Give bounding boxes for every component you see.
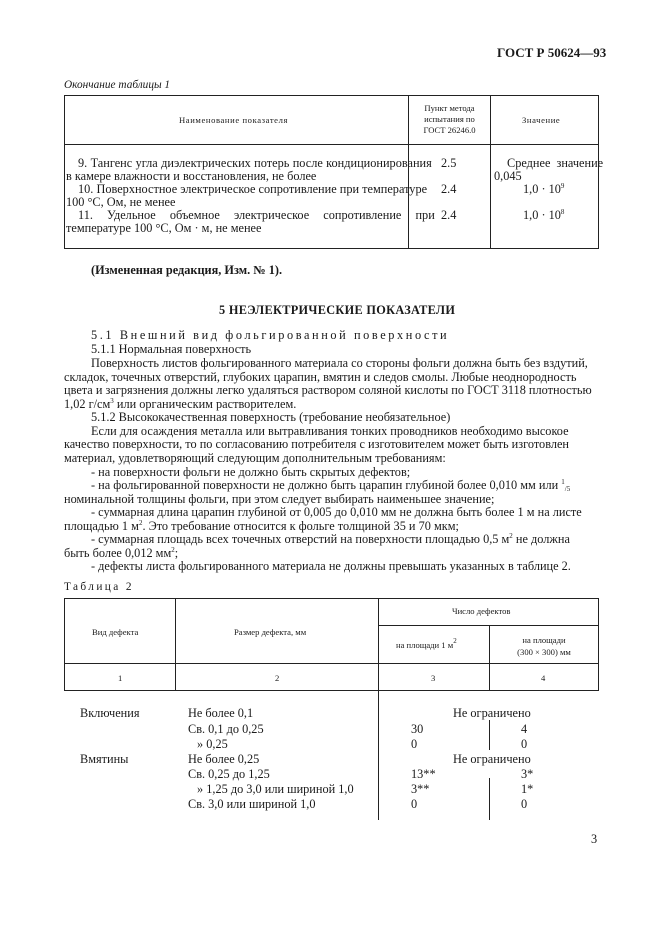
table1-row11-name-line1: 11. Удельное объемное электрическое сопротивление при — [78, 208, 435, 222]
requirement-3-b: площадью 1 м — [64, 519, 139, 533]
table1-row11-value-base: 1,0 · 10 — [523, 208, 561, 222]
hq-line-2: качество поверхности, то по согласованию потребителя с изготовителем может быть изготовлен — [64, 437, 570, 451]
table2-row — [0, 737, 661, 751]
text-line-4-b: или органическим растворителем. — [113, 397, 297, 411]
table2-cell-size: Св. 0,1 до 0,25 — [188, 722, 264, 736]
table2-header-area1 — [396, 637, 457, 650]
requirement-4-a: - суммарная площадь всех точечных отверстий на поверхности площадью 0,5 м — [91, 532, 510, 546]
table2-cell-size: Не более 0,1 — [188, 706, 254, 720]
table2-row — [0, 767, 661, 781]
clause-5-1: 5.1 Внешний вид фольгированной поверхности — [91, 328, 450, 342]
table1-row9-value-line2: 0,045 — [494, 169, 522, 183]
table1-row11-method: 2.4 — [441, 208, 457, 222]
table2-cell-area1: 0 — [411, 797, 418, 811]
table1-row11-value — [523, 208, 564, 223]
table2-row — [0, 782, 661, 796]
table2-cell-size: » 1,25 до 3,0 или шириной 1,0 — [197, 782, 354, 796]
requirement-2-sub: /5 — [564, 485, 571, 493]
table2-cell-defect: Вмятины — [80, 752, 129, 766]
hq-line-3: материал, удовлетворяющий следующим дополнительным требованиям: — [64, 451, 446, 465]
table2-cell-area2: 3* — [521, 767, 534, 781]
table2-cell-size: » 0,25 — [197, 737, 228, 751]
table2-header-area2-line1: на площади — [522, 635, 566, 645]
table1-row9-name-line2: в камере влажности и восстановления, не более — [66, 169, 317, 183]
table2-cell-area1: 3** — [411, 782, 430, 796]
table1-row10-name-line2: 100 °С, Ом, не менее — [66, 195, 176, 209]
table1-row9-value-line1: Среднее значение — [507, 156, 604, 170]
requirement-3-c: . Это требование относится к фольге толщиной 35 и 70 мкм; — [142, 519, 459, 533]
table2-header-area2 — [490, 634, 598, 658]
table2-cell-area2: 0 — [521, 737, 528, 751]
table2-colnum-3: 3 — [431, 673, 436, 683]
table2-cell-size: Не более 0,25 — [188, 752, 260, 766]
table1-row9-name-line1: 9. Тангенс угла диэлектрических потерь после кондиционирования — [78, 156, 432, 170]
table1-row10-value-exp: 9 — [560, 182, 565, 190]
table2-header-area1-sup: 2 — [453, 637, 457, 645]
requirement-1: - на поверхности фольги не должно быть скрытых дефектов; — [91, 465, 411, 479]
table2-row — [0, 706, 661, 720]
table1-row11-value-exp: 8 — [560, 208, 565, 216]
table1-header-method-line1: Пункт метода — [424, 103, 475, 113]
table1-header-method-line3: ГОСТ 26246.0 — [423, 125, 476, 135]
requirement-4-b: не должна — [512, 532, 570, 546]
table2-header-area1-text: на площади 1 м — [396, 640, 454, 650]
table2-cell-area1: 30 — [411, 722, 424, 736]
table2-cell-area1: 0 — [411, 737, 418, 751]
table2-caption: Таблица 2 — [64, 581, 134, 593]
amendment-note: (Измененная редакция, Изм. № 1). — [91, 263, 283, 277]
table2-header-size: Размер дефекта, мм — [234, 627, 307, 637]
text-line-4-a: 1,02 г/см — [64, 397, 111, 411]
text-line-4-sup: 3 — [110, 397, 114, 405]
text-line-2: складок, точечных отверстий, глубоких царапин, вмятин и следов смолы. Любые неоднородность — [64, 370, 577, 384]
requirement-4-c: быть более 0,012 мм — [64, 546, 172, 560]
table1-header-value: Значение — [522, 115, 561, 125]
table2-cell-size: Св. 3,0 или шириной 1,0 — [188, 797, 316, 811]
requirement-4-csup: 2 — [171, 546, 175, 554]
table1-header-method-line2: испытания по — [424, 114, 475, 124]
requirement-4-d: ; — [174, 546, 179, 560]
table2-header-count: Число дефектов — [452, 606, 511, 616]
table2-cell-area2: 1* — [521, 782, 534, 796]
table1-row9-method: 2.5 — [441, 156, 457, 170]
requirement-2-sup: 1 — [561, 478, 565, 486]
table2-cell-area1: 13** — [411, 767, 436, 781]
table1-row11-name-line2: температуре 100 °С, Ом · м, не менее — [66, 221, 262, 235]
table1-caption: Окончание таблицы 1 — [64, 79, 171, 91]
requirement-2-cont: номинальной толщины фольги, при этом следует выбирать наименьшее значение; — [64, 492, 495, 506]
hq-line-1: Если для осаждения металла или вытравливания тонких проводников необходимо высокое — [91, 424, 569, 438]
table2-colnum-4: 4 — [541, 673, 546, 683]
table2-colnum-2: 2 — [275, 673, 280, 683]
requirement-4 — [91, 532, 570, 547]
clause-5-1-1: 5.1.1 Нормальная поверхность — [91, 342, 252, 356]
page-number: 3 — [591, 832, 598, 846]
requirement-3-sup: 2 — [138, 519, 143, 527]
table1-row10-value-base: 1,0 · 10 — [523, 182, 561, 196]
requirement-2-text: - на фольгированной поверхности не должно быть царапин глубиной более 0,010 мм или — [91, 478, 562, 492]
table2-header-area2-line2: (300 × 300) мм — [517, 647, 571, 657]
requirement-3: - суммарная длина царапин глубиной от 0,005 до 0,010 мм не должна быть более 1 м на листе — [91, 505, 582, 519]
document-header: ГОСТ Р 50624—93 — [497, 45, 607, 60]
table2-cell-merged: Не ограничено — [453, 752, 531, 766]
requirement-2 — [91, 478, 570, 493]
table2-cell-area2: 4 — [521, 722, 528, 736]
table1-row10-name-line1: 10. Поверхностное электрическое сопротивление при температуре — [78, 182, 428, 196]
table2-cell-area2: 0 — [521, 797, 528, 811]
table2-header-defect: Вид дефекта — [92, 627, 139, 637]
table1-row10-value — [523, 182, 564, 197]
table2-cell-size: Св. 0,25 до 1,25 — [188, 767, 270, 781]
table1-row10-method: 2.4 — [441, 182, 457, 196]
table1-header-name: Наименование показателя — [179, 115, 289, 125]
section-title: 5 НЕЭЛЕКТРИЧЕСКИЕ ПОКАЗАТЕЛИ — [219, 303, 456, 317]
table2-row — [0, 797, 661, 811]
table2-row — [0, 752, 661, 766]
table2-cell-defect: Включения — [80, 706, 140, 720]
text-line-3: цвета и загрязнения должны легко удаляться раствором соляной кислоты по ГОСТ 3118 плотностью — [64, 383, 592, 397]
text-line-1: Поверхность листов фольгированного материала со стороны фольги должна быть без вздутий, — [91, 356, 588, 370]
requirement-5: - дефекты листа фольгированного материала не должны превышать указанных в таблице 2. — [91, 559, 571, 573]
clause-5-1-2: 5.1.2 Высококачественная поверхность (требование необязательное) — [91, 410, 451, 424]
table1-header-method — [409, 103, 490, 136]
table2-cell-merged: Не ограничено — [453, 706, 531, 720]
requirement-4-sup: 2 — [509, 532, 513, 540]
table2-colnum-1: 1 — [118, 673, 123, 683]
table2-row — [0, 722, 661, 736]
